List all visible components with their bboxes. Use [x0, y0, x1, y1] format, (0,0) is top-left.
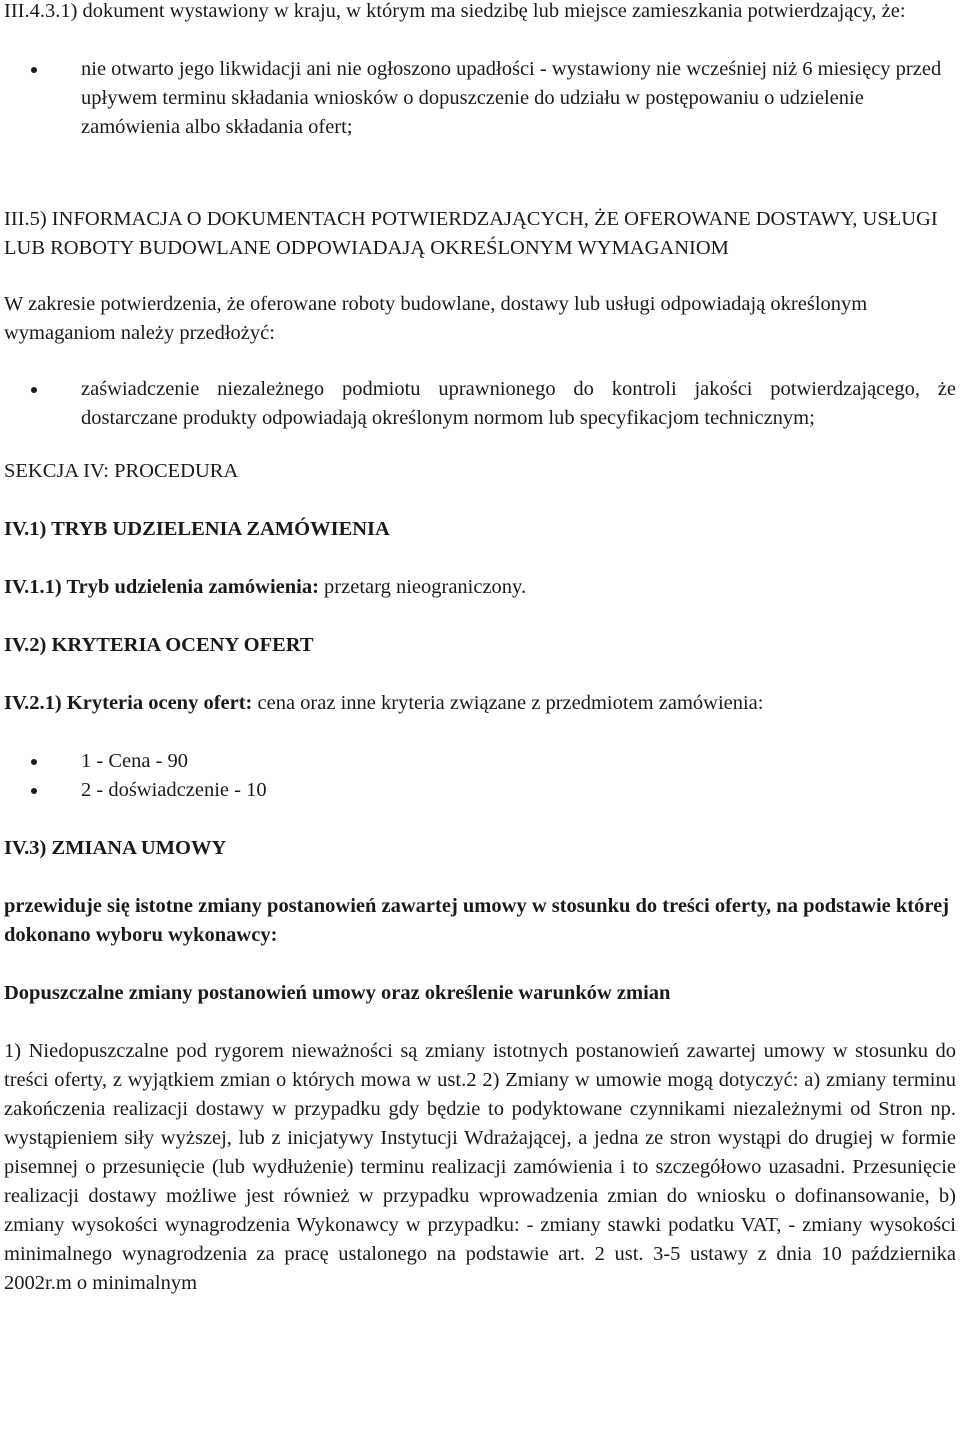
section-3-4-3-1-text: III.4.3.1) dokument wystawiony w kraju, w którym ma siedzibę lub miejsce zamieszkania potwierdzający, że: — [4, 0, 906, 22]
document — [4, 0, 956, 1298]
change-body: 1) Niedopuszczalne pod rygorem nieważności są zmiany istotnych postanowień zawartej umowy w stosunku do treści oferty, z wyjątkiem zmian o których mowa w ust.2 2) Zmiany w umowie mogą dotyczyć: a) zmiany terminu zakończenia realizacji dostawy w przypadku gdy będzie to podyktowane czynnikami niezależnymi od Stron np. wystąpieniem siły wyższej, lub z inicjatywy Instytucji Wdrażającej, a jedna ze stron wystąpi do drugiej w formie pisemnej o przesunięcie (lub wydłużenie) terminu realizacji zamówienia i to szczegółowo uzasadni. Przesunięcie realizacji dostawy możliwe jest również w przypadku wprowadzenia zmian do wniosku o dofinansowanie, b) zmiany wysokości wynagrodzenia Wykonawcy w przypadku: - zmiany stawki podatku VAT, - zmiany wysokości minimalnego wynagrodzenia za pracę ustalonego na podstawie art. 2 ust. 3-5 ustawy z dnia 10 października 2002r.m o minimalnym — [4, 1040, 956, 1294]
heading-iv-1-1: IV.1.1) Tryb udzielenia zamówienia: przetarg nieograniczony. — [4, 576, 527, 598]
bullet-icon — [31, 759, 37, 765]
change-intro: przewiduje się istotne zmiany postanowień zawartej umowy w stosunku do treści oferty, na podstawie której dokonano wyboru wykonawcy: — [4, 895, 950, 946]
bullet-icon — [31, 387, 37, 393]
change-heading: Dopuszczalne zmiany postanowień umowy oraz określenie warunków zmian — [4, 982, 671, 1004]
list-item: 2 - doświadczenie - 10 — [4, 776, 956, 805]
heading-iv-2-1: IV.2.1) Kryteria oceny ofert: cena oraz inne kryteria związane z przedmiotem zamówienia: — [4, 692, 764, 714]
criteria-list — [4, 747, 956, 805]
list-item: nie otwarto jego likwidacji ani nie ogłoszono upadłości - wystawiony nie wcześniej niż 6 miesięcy przed upływem terminu składania wniosków o dopuszczenie do udziału w postępowaniu o udzielenie zamówienia albo składania ofert; — [4, 55, 956, 142]
section-3-5-heading: III.5) INFORMACJA O DOKUMENTACH POTWIERDZAJĄCYCH, ŻE OFEROWANE DOSTAWY, USŁUGI LUB ROBOTY BUDOWLANE ODPOWIADAJĄ OKREŚLONYM WYMAGANIOM — [4, 208, 938, 259]
section-3-4-3-1-list — [4, 55, 956, 142]
heading-iv-3: IV.3) ZMIANA UMOWY — [4, 837, 227, 859]
heading-iv-1: IV.1) TRYB UDZIELENIA ZAMÓWIENIA — [4, 518, 390, 540]
list-item: zaświadczenie niezależnego podmiotu uprawnionego do kontroli jakości potwierdzającego, że dostarczane produkty odpowiadają określonym normom lub specyfikacjom technicznym; — [4, 375, 956, 433]
section-3-5-list — [4, 375, 956, 433]
bullet-icon — [31, 67, 37, 73]
bullet-icon — [31, 788, 37, 794]
section-iv-title: SEKCJA IV: PROCEDURA — [4, 460, 239, 482]
list-item: 1 - Cena - 90 — [4, 747, 956, 776]
section-3-5-intro: W zakresie potwierdzenia, że oferowane roboty budowlane, dostawy lub usługi odpowiadają określonym wymaganiom należy przedłożyć: — [4, 293, 868, 344]
heading-iv-2: IV.2) KRYTERIA OCENY OFERT — [4, 634, 314, 656]
